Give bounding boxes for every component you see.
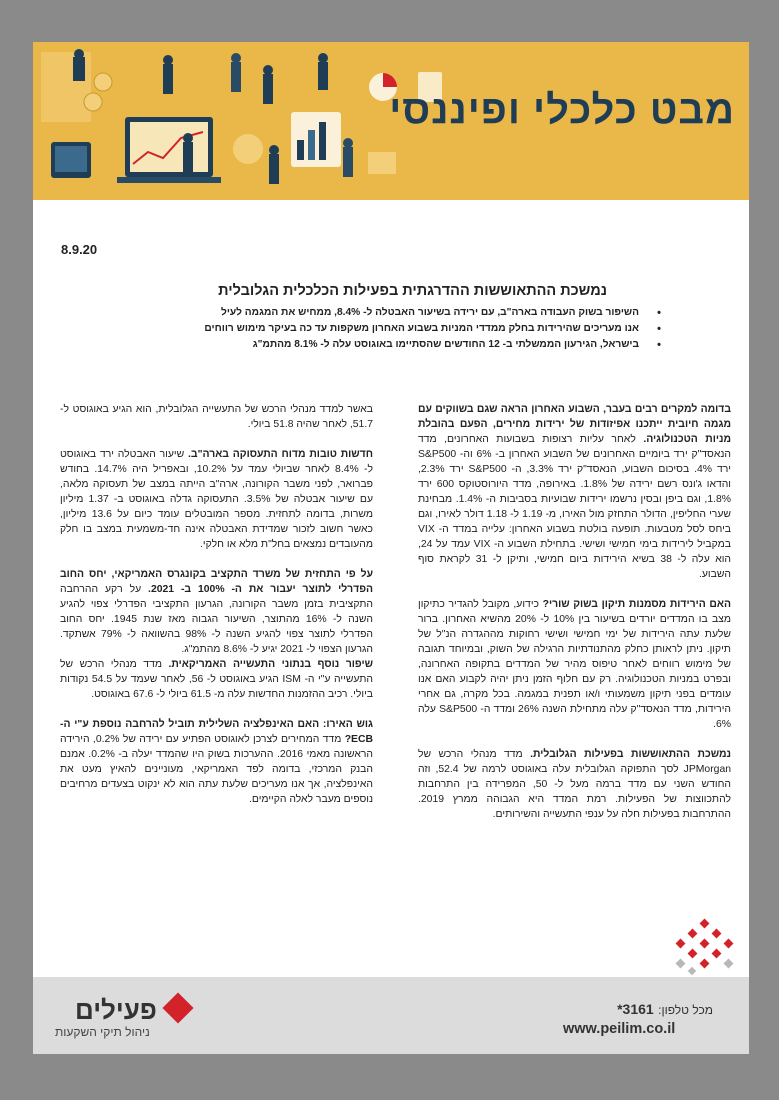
- summary-bullets: [101, 305, 661, 353]
- website-link[interactable]: www.peilim.co.il: [563, 1021, 676, 1037]
- paragraph: [60, 717, 373, 807]
- report-page: [33, 42, 749, 1054]
- summary-bullet: • בישראל, הגירעון הממשלתי ב- 12 החודשים שהסתיימו באוגוסט עלה ל- 8.1% מהתמ"ג: [101, 337, 661, 353]
- paragraph: [418, 597, 731, 732]
- paragraph: [418, 402, 731, 582]
- paragraph-lead: גוש האירו: האם האינפלציה השלילית תוביל להרחבה נוספת ע"י ה- ECB?: [60, 719, 373, 745]
- summary-bullet: • אנו מעריכים שהירידות בחלק ממדדי המניות בשבוע האחרון משקפות עד כה בעיקר מימוש רווחים: [101, 321, 661, 337]
- phone-line: [563, 1001, 713, 1019]
- paragraph: [60, 447, 373, 552]
- peilim-logo-icon: [162, 992, 193, 1023]
- brand-name: פעילים: [75, 995, 157, 1025]
- paragraph: [418, 747, 731, 822]
- paragraph-lead: על פי התחזית של משרד התקציב בקונגרס האמריקאי, יחס החוב הפדרלי לתוצר יעבור את ה- 100% ב- 2021.: [60, 569, 373, 595]
- headline: נמשכת ההתאוששות ההדרגתית בפעילות הכלכלית הגלובלית: [218, 283, 607, 299]
- paragraph-body: לאחר עליות רצופות בשבועות האחרונים, מדד הנאסד"ק ירד ביומיים האחרונים של השבוע האחרון ב- 6% וה- S&P500 ירד 4%. בסיכום השבוע, הנאסד"ק ירד 3.3%, ה- S&P500 ירד 2.3%, והדאו ג'ונס רשם ירידה של 1.8%. באירופה, מדד היורוסטוקס 600 ירד 1.8%, וגם ביפן ובסין נרשמו ירידות שבועיות בסביבות ה- 1.4%. מבחינת שערי החליפין, הדולר התחזק מול האירו, מ- 1.19 ל- 1.18 דולר לאירו, וגם ביחס לסל מטבעות. תופעה בולטת בשבוע האחרון: עלייה במדד ה- VIX במקביל לירידות בימי חמישי ושישי. בתחילת השבוע ה- VIX עמד על 24, הוא עלה ל- 38 בשיא הירידות ביום חמישי, ותיקן ל- 31 לקראת סוף השבוע.: [418, 434, 732, 580]
- left-column: [60, 402, 373, 822]
- paragraph-lead: נמשכת ההתאוששות בפעילות הגלובלית.: [530, 749, 731, 760]
- footer: [33, 977, 749, 1054]
- header-banner: [33, 42, 749, 200]
- paragraph: [60, 567, 373, 657]
- paragraph-lead: האם הירידות מסמנות תיקון בשוק שורי?: [542, 599, 731, 610]
- paragraph-lead: חדשות טובות מדוח התעסוקה בארה"ב.: [188, 449, 373, 460]
- decorative-dots: [671, 918, 741, 978]
- banner-title: מבט כלכלי ופיננסי: [389, 88, 735, 132]
- paragraph-body: מדד מנהלי הרכש של התעשייה ע"י ה- ISM הגיע באוגוסט ל- 56, לאחר שעמד על 54.5 נקודות ביולי. רכיב ההזמנות החדשות עלה מ- 61.5 ביולי ל- 67.6 באוגוסט.: [60, 659, 374, 700]
- paragraph: [60, 402, 373, 432]
- paragraph-body: באשר למדד מנהלי הרכש של התעשייה הגלובלית, הוא הגיע באוגוסט ל- 51.7, לאחר שהיה 51.8 ביולי.: [60, 404, 373, 430]
- paragraph-body: על רקע ההרחבה התקציבית בזמן משבר הקורונה, הגרעון התקציבי הפדרלי צפוי להגיע השנה ל- 16% מהתוצר, השיעור הגבוה מאז שנת 1945. יחס החוב הפדרלי לתוצר צפוי להגיע השנה ל- 98% בהשוואה ל- 79% אשתקד. הגרעון הצפוי ל- 2021 יגיע ל- 8.6% מהתמ"ג.: [60, 584, 373, 655]
- paragraph-lead: שיפור נוסף בנתוני התעשייה האמריקאית.: [168, 659, 374, 670]
- brand-tagline: ניהול תיקי השקעות: [55, 1025, 150, 1039]
- paragraph-lead: בדומה למקרים רבים בעבר, השבוע האחרון הראה שגם בשווקים עם מגמה חיובית ייתכנו אפיזודות של ירידות מחירים, הפעם בהובלת מניות הטכנולוגיה.: [418, 404, 731, 445]
- report-date: 8.9.20: [61, 242, 98, 257]
- right-column: [418, 402, 731, 837]
- paragraph-body: מדד מנהלי הרכש של JPMorgan לסך התפוקה הגלובלית עלה באוגוסט לרמה של 52.4, וזה החודש השני עם מדד ברמה מעל ל- 50, המפרידה בין התרחבות להתכווצות של הפעילות. רמת המדד היא הגבוהה ממרץ 2019. ההתרחבות בפעילות חלה על ענפי התעשייה והשירותים.: [418, 749, 731, 820]
- summary-bullet: • השיפור בשוק העבודה בארה"ב, עם ירידה בשיעור האבטלה ל- 8.4%, ממחיש את המגמה לעיל: [101, 305, 661, 321]
- paragraph-body: שיעור האבטלה ירד באוגוסט ל- 8.4% לאחר שביולי עמד על 10.2%, ובאפריל היה 14.7%. בחודש פברואר, לפני משבר הקורונה, ארה"ב הייתה במצב של תעסוקה מלאה, עם שיעור אבטלה של 3.5%. התעסוקה גדלה באוגוסט ב- 1.37 מיליון משרות, בדומה לתחזית. מספר המובטלים עומד כיום על 13.6 מיליון, כאשר חשוב לזכור שמדידת האבטלה אינה חד-משמעית במצב בו חלק מהעובדים נמצאים בחל"ת מלא או חלקי.: [60, 449, 373, 550]
- phone-label: מכל טלפון:: [658, 1003, 713, 1017]
- phone-number: *3161: [617, 1001, 654, 1017]
- paragraph: [60, 657, 373, 702]
- paragraph-body: מדד המחירים לצרכן לאוגוסט הפתיע עם ירידה של 0.2%, הירידה הראשונה מאמי 2016. ההערכות בשוק היו שהמדד יעלה ב- 0.2%. אמנם הבנק המרכזי, בדומה לפד האמריקאי, מעוניינים להאיץ מעט את האינפלציה, אך אנו מעריכים שלעת עתה הוא לא ינקוט בצעדים מרחיבים נוספים מעבר לאלה הקיימים.: [60, 734, 374, 805]
- paragraph-body: כידוע, מקובל להגדיר כתיקון מצב בו המדדים יורדים בשיעור בין 10% ל- 20% מהשיא האחרון. ברור שלעת עתה הירידות של ימי חמישי ושישי רחוקות מההגדרה הנ"ל של תיקון. ניתן לראותן כחלק מהתנודתיות הרגילה של השוק, ובמיוחד תגובה של מימוש רווחים לאחר טיפוס מהיר של המדדים בתקופה האחרונה, ובפרט במניות הטכנולוגיה. רק עם חלוף הזמן ניתן יהיה לקבוע האם אנו עומדים בפני תיקון משמעותי ו/או תפנית במגמה. בכל מקרה, גם אחרי הירידות, מדד הנאסד"ק עלה מתחילת השנה 26% ומדד ה- S&P500 עלה 6%.: [418, 599, 732, 730]
